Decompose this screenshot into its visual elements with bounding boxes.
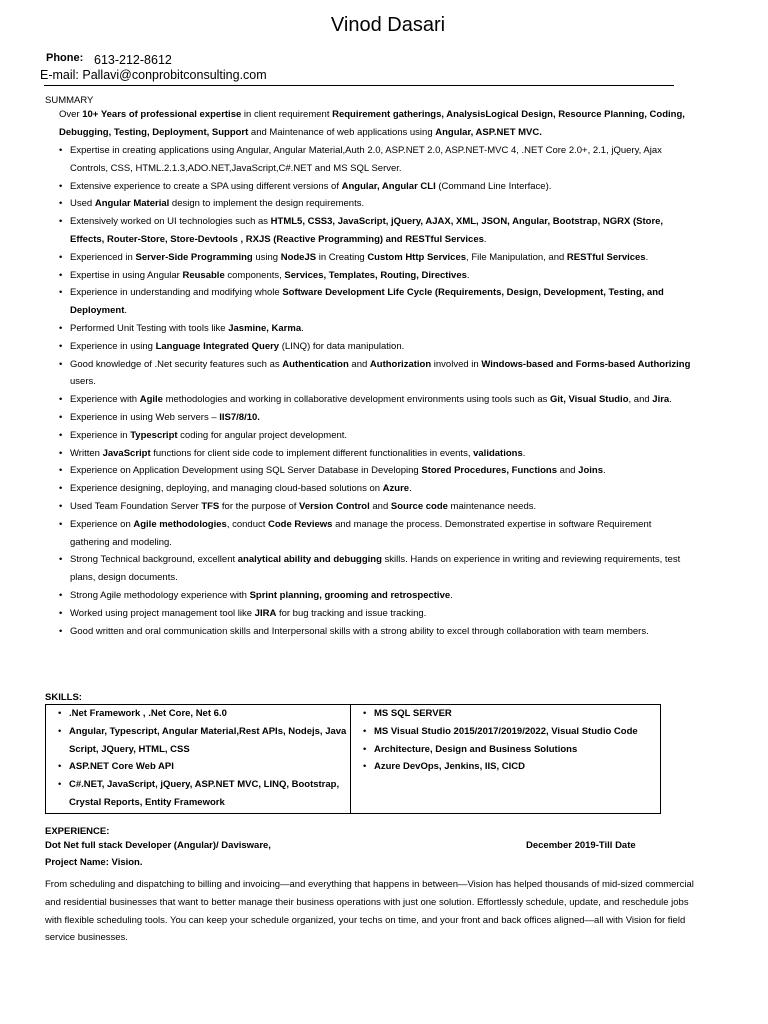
project-name: Project Name: Vision. xyxy=(45,857,143,868)
summary-bullet: • Experience on Application Development using SQL Server Database in Developing Stored Procedures, Functions and Joins. xyxy=(59,462,691,480)
project-description: From scheduling and dispatching to billing and invoicing—and everything that happens in between—Vision has helped thousands of mid-sized commercial and residential businesses that want to better manage their business operations with just one solution. Effortlessly schedule, update, and reschedule jobs with flexible scheduling tools. You can keep your schedule organized, your techs on time, and your front and back offices aligned—all with Vision for field service businesses. xyxy=(45,879,694,944)
summary-bullet: • Experience in Typescript coding for angular project development. xyxy=(59,427,691,445)
summary-bullet: • Experience on Agile methodologies, conduct Code Reviews and manage the process. Demonstrated expertise in software Requirement gathering and modeling. xyxy=(59,516,691,552)
skills-table xyxy=(45,704,661,814)
summary-bullet: • Worked using project management tool like JIRA for bug tracking and issue tracking. xyxy=(59,605,691,623)
summary-bullet: • Good written and oral communication skills and Interpersonal skills with a strong ability to excel through collaboration with team members. xyxy=(59,623,691,641)
summary-heading: SUMMARY xyxy=(45,95,94,106)
job-title: Dot Net full stack Developer (Angular)/ Daviswarе, xyxy=(45,840,271,851)
summary-bullet: • Extensively worked on UI technologies such as HTML5, CSS3, JavaScript, jQuery, AJAX, XML, JSON, Angular, Bootstrap, NGRX (Store, Effects, Router-Store, Store-Devtools , RXJS (Reactive Programming) and RESTful Services. xyxy=(59,213,691,249)
summary-bullet: • Experience in understanding and modifying whole Software Development Life Cycle (Requirements, Design, Development, Testing, and Deployment. xyxy=(59,284,691,320)
skills-heading: SKILLS: xyxy=(45,692,82,703)
skill-item: • Azure DevOps, Jenkins, IIS, CICD xyxy=(357,758,660,776)
summary-bullet: • Experienced in Server-Side Programming using NodeJS in Creating Custom Http Services, File Manipulation, and RESTful Services. xyxy=(59,249,691,267)
summary-bullet: • Experience in using Language Integrated Query (LINQ) for data manipulation. xyxy=(59,338,691,356)
skills-right-cell xyxy=(351,705,661,814)
summary-bullet: • Written JavaScript functions for client side code to implement different functionalities in events, validations. xyxy=(59,445,691,463)
skill-item: • MS SQL SERVER xyxy=(357,705,660,723)
summary-bullet: • Used Angular Material design to implement the design requirements. xyxy=(59,195,691,213)
job-date: December 2019-Till Date xyxy=(526,840,636,851)
summary-bullet: • Performed Unit Testing with tools like Jasmine, Karma. xyxy=(59,320,691,338)
summary-bullet: • Experience designing, deploying, and managing cloud-based solutions on Azure. xyxy=(59,480,691,498)
summary-intro: Over 10+ Years of professional expertise in client requirement Requirement gatherings, AnalysisLogical Design, Resource Planning, Coding, Debugging, Testing, Deployment, Support and Maintenance of web applications using Angular, ASP.NET MVC. xyxy=(59,109,685,138)
skill-item: • ASP.NET Core Web API xyxy=(52,758,350,776)
skill-item: • C#.NET, JavaScript, jQuery, ASP.NET MVC, LINQ, Bootstrap, Crystal Reports, Entity Framework xyxy=(52,776,350,812)
skills-left-cell xyxy=(46,705,351,814)
skill-item: • Angular, Typescript, Angular Material,Rest APIs, Nodejs, Java Script, JQuery, HTML, CSS xyxy=(52,723,350,759)
experience-heading: EXPERIENCE: xyxy=(45,826,110,837)
phone-number: 613-212-8612 xyxy=(94,53,172,67)
skill-item: • .Net Framework , .Net Core, Net 6.0 xyxy=(52,705,350,723)
skill-item: • Architecture, Design and Business Solutions xyxy=(357,741,660,759)
summary-bullet: • Strong Agile methodology experience with Sprint planning, grooming and retrospective. xyxy=(59,587,691,605)
summary-bullet: • Extensive experience to create a SPA using different versions of Angular, Angular CLI (Command Line Interface). xyxy=(59,178,691,196)
phone-label: Phone: xyxy=(46,52,84,64)
header-divider xyxy=(44,85,674,86)
email-line: E-mail: Pallavi@conprobitconsulting.com xyxy=(40,68,267,82)
summary-bullet: • Strong Technical background, excellent analytical ability and debugging skills. Hands on experience in writing and reviewing requirements, test plans, design documents. xyxy=(59,551,691,587)
summary-bullet: • Expertise in creating applications using Angular, Angular Material,Auth 2.0, ASP.NET 2.0, ASP.NET-MVC 4, .NET Core 2.0+, 2.1, jQuery, Ajax Controls, CSS, HTML.2.1.3,ADO.NET,JavaScript,C#.NET and MS SQL Server. xyxy=(59,142,691,178)
summary-bullet: • Used Team Foundation Server TFS for the purpose of Version Control and Source code maintenance needs. xyxy=(59,498,691,516)
summary-bullet-list xyxy=(59,142,691,640)
summary-bullet: • Experience with Agile methodologies and working in collaborative development environments using tools such as Git, Visual Studio, and Jira. xyxy=(59,391,691,409)
summary-bullet: • Good knowledge of .Net security features such as Authentication and Authorization involved in Windows-based and Forms-based Authorizing users. xyxy=(59,356,691,392)
summary-bullet: • Experience in using Web servers – IIS7/8/10. xyxy=(59,409,691,427)
skill-item: • MS Visual Studio 2015/2017/2019/2022, Visual Studio Code xyxy=(357,723,660,741)
candidate-name: Vinod Dasari xyxy=(330,14,446,36)
summary-bullet: • Expertise in using Angular Reusable components, Services, Templates, Routing, Directives. xyxy=(59,267,691,285)
